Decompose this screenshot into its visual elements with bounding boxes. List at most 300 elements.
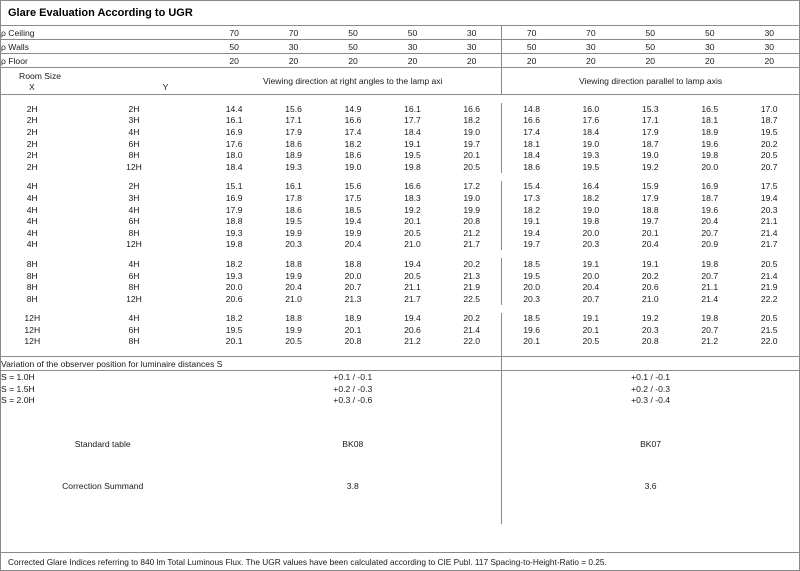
table-row: [1, 181, 799, 193]
cell-perp-1: 18.0: [225, 150, 243, 161]
rho-walls-label: ρ Walls: [1, 40, 204, 54]
cell-perp-5: 17.2: [463, 181, 481, 192]
cell-par-4: 21.4: [701, 293, 719, 304]
cell-perp-5: 19.9: [463, 204, 481, 215]
cell-perp-3: 17.5: [344, 192, 362, 203]
spacer-cell: [1, 173, 799, 181]
cell-perp-3: 20.1: [344, 324, 362, 335]
cell-par-1: 20.0: [502, 281, 561, 293]
cell-perp-2: 19.5: [285, 216, 302, 227]
cell-par-5: 20.5: [760, 150, 778, 161]
cell-par-5: 21.1: [760, 216, 778, 227]
cell-perp-5: 20.8: [463, 216, 481, 227]
spacer-row: [1, 305, 799, 313]
cell-perp-1: 14.4: [225, 103, 243, 114]
direction-header-section: [1, 68, 799, 95]
table-row: [1, 293, 799, 305]
cell-par-3: 17.9: [641, 126, 659, 137]
row-x: 2H: [26, 103, 38, 114]
s-value-perp-1: +0.1 / -0.1: [333, 372, 373, 383]
cell-par-3: 15.9: [641, 181, 659, 192]
cell-perp-3: 21.3: [344, 293, 362, 304]
cell-perp-1: 19.3: [225, 270, 243, 281]
cell-par-3: 20.4: [641, 239, 659, 250]
cell-perp-5: 19.0: [463, 126, 481, 137]
spacer-row: [1, 454, 799, 476]
cell-par-4: 20.7: [701, 324, 719, 335]
rho-walls-v5: 30: [442, 40, 501, 54]
row-x: 8H: [26, 282, 38, 293]
cell-perp-1: 19.3: [225, 227, 243, 238]
table-row: [1, 336, 799, 348]
cell-par-5: 20.3: [760, 204, 778, 215]
spacer-row: [1, 250, 799, 258]
cell-perp-5: 20.2: [463, 313, 481, 324]
cell-perp-4: 21.2: [404, 336, 421, 347]
rho-ceiling-v5: 30: [442, 26, 501, 40]
cell-par-5: 17.5: [760, 181, 778, 192]
cell-par-2: 16.0: [582, 103, 600, 114]
row-y: 4H: [128, 313, 140, 324]
rho-walls-v2: 30: [264, 40, 323, 54]
rho-walls-v4: 30: [383, 40, 442, 54]
cell-par-3: 20.2: [641, 270, 659, 281]
rho-walls-v1: 50: [204, 40, 263, 54]
table-row: [1, 215, 799, 227]
cell-perp-3: 14.9: [344, 103, 362, 114]
cell-perp-2: 20.5: [285, 336, 302, 347]
cell-perp-4: 19.5: [404, 150, 421, 161]
cell-perp-5: 18.2: [463, 115, 481, 126]
row-x: 8H: [26, 258, 38, 269]
table-row: [1, 138, 799, 150]
rho-floor-v8: 20: [621, 54, 680, 68]
direction-parallel-label: Viewing direction parallel to lamp axis: [502, 68, 799, 95]
row-y: 12H: [126, 161, 142, 172]
cell-perp-5: 20.5: [463, 161, 481, 172]
rho-ceiling-v6: 70: [502, 26, 561, 40]
s-value-par-3: +0.3 / -0.4: [502, 394, 799, 406]
cell-perp-4: 20.6: [404, 324, 421, 335]
row-y: 3H: [128, 115, 140, 126]
correction-summand-label: Correction Summand: [62, 481, 144, 492]
cell-par-2: 20.7: [582, 293, 600, 304]
row-y: 12H: [126, 293, 142, 304]
cell-par-5: 22.0: [760, 336, 778, 347]
cell-perp-1: 17.6: [225, 138, 243, 149]
table-row: [1, 227, 799, 239]
cell-par-2: 19.1: [582, 258, 600, 269]
table-row: [1, 281, 799, 293]
correction-summand-perp: 3.8: [346, 481, 359, 492]
row-x: 4H: [26, 192, 38, 203]
table-row: [1, 313, 799, 325]
row-y: 8H: [128, 282, 140, 293]
cell-par-2: 20.0: [582, 270, 600, 281]
rho-floor-v2: 20: [264, 54, 323, 68]
cell-par-2: 19.1: [582, 313, 600, 324]
cell-perp-3: 16.6: [344, 115, 362, 126]
cell-perp-2: 21.0: [285, 293, 302, 304]
cell-perp-2: 20.4: [285, 282, 302, 293]
row-x: 2H: [26, 115, 38, 126]
cell-perp-2: 19.9: [285, 324, 302, 335]
row-y: 4H: [128, 126, 140, 137]
cell-par-5: 21.4: [760, 227, 778, 238]
row-x: 12H: [24, 313, 41, 324]
cell-par-1: 16.6: [502, 115, 561, 127]
spacer-row: [1, 406, 799, 434]
cell-perp-5: 16.6: [463, 103, 481, 114]
rho-walls-v8: 50: [621, 40, 680, 54]
cell-par-2: 20.3: [582, 239, 600, 250]
correction-summand-par: 3.6: [502, 476, 799, 496]
cell-perp-4: 18.3: [404, 192, 421, 203]
cell-perp-3: 19.0: [344, 161, 362, 172]
spacer-cell-left: [1, 347, 502, 357]
variation-title-spacer: [502, 357, 799, 371]
s-label-1: S = 1.0H: [1, 372, 35, 383]
cell-perp-5: 20.1: [463, 150, 481, 161]
cell-par-5: 17.0: [760, 103, 778, 114]
cell-par-3: 19.2: [641, 161, 659, 172]
cell-par-1: 18.6: [502, 161, 561, 173]
cell-perp-2: 19.9: [285, 270, 302, 281]
cell-par-4: 16.9: [701, 181, 719, 192]
cell-par-4: 19.8: [701, 313, 719, 324]
cell-perp-5: 21.7: [463, 239, 481, 250]
table-row: [1, 40, 799, 54]
row-y: 12H: [126, 239, 142, 250]
s-value-perp-3: +0.3 / -0.6: [333, 395, 373, 406]
rho-walls-v6: 50: [502, 40, 561, 54]
cell-perp-4: 20.5: [404, 227, 421, 238]
cell-par-5: 20.7: [760, 161, 778, 172]
cell-perp-3: 18.5: [344, 204, 362, 215]
row-x: 4H: [26, 216, 38, 227]
row-y: 6H: [128, 270, 140, 281]
row-x: 4H: [26, 204, 38, 215]
cell-par-4: 21.1: [701, 282, 719, 293]
row-y: 8H: [128, 336, 140, 347]
standard-table-perp: BK08: [342, 439, 364, 450]
cell-perp-4: 19.4: [404, 313, 421, 324]
cell-par-1: 18.4: [502, 149, 561, 161]
table-row: [1, 204, 799, 216]
cell-par-4: 19.6: [701, 204, 719, 215]
cell-par-2: 17.6: [582, 115, 600, 126]
page-title: Glare Evaluation According to UGR: [8, 7, 193, 19]
cell-par-3: 20.6: [641, 282, 659, 293]
rho-ceiling-v9: 50: [680, 26, 739, 40]
rho-floor-v6: 20: [502, 54, 561, 68]
rho-floor-v4: 20: [383, 54, 442, 68]
cell-perp-1: 15.1: [225, 181, 243, 192]
rho-floor-v9: 20: [680, 54, 739, 68]
cell-perp-4: 18.4: [404, 126, 421, 137]
row-y: 4H: [128, 204, 140, 215]
spacer-cell-right: [502, 496, 799, 524]
cell-perp-5: 20.2: [463, 258, 481, 269]
cell-perp-3: 15.6: [344, 181, 362, 192]
cell-perp-3: 20.0: [344, 270, 362, 281]
cell-perp-3: 18.8: [344, 258, 362, 269]
cell-par-3: 18.7: [641, 138, 659, 149]
s-value-par-2: +0.2 / -0.3: [502, 383, 799, 395]
cell-par-3: 20.3: [641, 324, 659, 335]
cell-perp-5: 21.2: [463, 227, 481, 238]
cell-par-5: 19.4: [760, 192, 778, 203]
cell-par-4: 19.8: [701, 258, 719, 269]
cell-perp-2: 17.9: [285, 126, 302, 137]
table-row: [1, 115, 799, 127]
cell-par-5: 20.5: [760, 258, 778, 269]
reflectance-section: [1, 26, 799, 68]
cell-par-1: 19.5: [502, 270, 561, 282]
s-label-2: S = 1.5H: [1, 383, 35, 394]
row-y: 2H: [128, 103, 140, 114]
cell-par-4: 20.7: [701, 270, 719, 281]
cell-perp-2: 18.6: [285, 138, 302, 149]
row-y: 6H: [128, 138, 140, 149]
table-row: [1, 149, 799, 161]
cell-perp-3: 20.4: [344, 239, 362, 250]
cell-par-2: 19.5: [582, 161, 600, 172]
spacer-cell: [1, 305, 799, 313]
cell-perp-4: 21.0: [404, 239, 421, 250]
cell-par-3: 17.1: [641, 115, 659, 126]
cell-perp-4: 17.7: [404, 115, 421, 126]
cell-par-4: 20.4: [701, 216, 719, 227]
row-y: 8H: [128, 150, 140, 161]
cell-perp-5: 19.7: [463, 138, 481, 149]
cell-par-3: 19.2: [641, 313, 659, 324]
cell-perp-3: 18.6: [344, 150, 362, 161]
table-row: [1, 383, 799, 395]
cell-perp-4: 21.7: [404, 293, 421, 304]
cell-par-4: 20.9: [701, 239, 719, 250]
cell-perp-2: 20.3: [285, 239, 302, 250]
variation-title: Variation of the observer position for luminaire distances S: [1, 357, 502, 371]
cell-par-2: 20.4: [582, 282, 600, 293]
table-row: [1, 126, 799, 138]
cell-perp-2: 16.1: [285, 181, 302, 192]
cell-perp-1: 18.8: [225, 216, 243, 227]
cell-par-5: 19.5: [760, 126, 778, 137]
spacer-cell-right: [502, 406, 799, 434]
table-row: [1, 239, 799, 251]
s-label-3: S = 2.0H: [1, 395, 35, 406]
cell-par-3: 19.1: [641, 258, 659, 269]
cell-par-4: 18.1: [701, 115, 719, 126]
cell-par-3: 17.9: [641, 192, 659, 203]
spacer-cell-right: [502, 454, 799, 476]
rho-ceiling-v10: 30: [739, 26, 799, 40]
row-x: 12H: [24, 336, 41, 347]
cell-perp-2: 17.1: [285, 115, 302, 126]
cell-perp-4: 19.1: [404, 138, 421, 149]
cell-par-3: 20.1: [641, 227, 659, 238]
row-y: 3H: [128, 192, 140, 203]
cell-perp-5: 21.9: [463, 282, 481, 293]
cell-par-1: 17.3: [502, 192, 561, 204]
spacer-cell-left: [1, 496, 502, 524]
rho-ceiling-label: ρ Ceiling: [1, 26, 204, 40]
cell-par-2: 19.3: [582, 150, 600, 161]
cell-par-1: 18.2: [502, 204, 561, 216]
direction-perpendicular-label: Viewing direction at right angles to the lamp axi: [204, 68, 501, 95]
row-x: 4H: [26, 239, 38, 250]
cell-perp-4: 21.1: [404, 282, 421, 293]
cell-perp-4: 16.6: [404, 181, 421, 192]
cell-perp-1: 20.6: [225, 293, 243, 304]
rho-ceiling-v4: 50: [383, 26, 442, 40]
table-row: [1, 54, 799, 68]
cell-perp-2: 15.6: [285, 103, 302, 114]
bottom-spacer: [1, 524, 799, 552]
row-x: 4H: [26, 181, 38, 192]
cell-perp-3: 20.7: [344, 282, 362, 293]
correction-summand-row: [1, 476, 799, 496]
cell-par-1: 20.3: [502, 293, 561, 305]
cell-perp-2: 18.8: [285, 258, 302, 269]
cell-par-1: 19.7: [502, 239, 561, 251]
rho-walls-v7: 30: [561, 40, 620, 54]
row-y: 2H: [128, 181, 140, 192]
cell-perp-4: 19.8: [404, 161, 421, 172]
cell-par-5: 21.5: [760, 324, 778, 335]
variation-section: [1, 357, 799, 524]
cell-perp-4: 19.2: [404, 204, 421, 215]
s-value-perp-2: +0.2 / -0.3: [333, 383, 373, 394]
table-row: [1, 371, 799, 383]
rho-walls-v3: 50: [323, 40, 382, 54]
row-x: 2H: [26, 150, 38, 161]
room-size-title: Room Size: [19, 70, 62, 81]
cell-par-1: 14.8: [502, 103, 561, 115]
cell-perp-3: 18.9: [344, 313, 362, 324]
cell-perp-2: 19.3: [285, 161, 302, 172]
cell-perp-2: 19.9: [285, 227, 302, 238]
row-x: 2H: [26, 161, 38, 172]
standard-table-label: Standard table: [74, 439, 131, 450]
cell-perp-5: 22.5: [463, 293, 481, 304]
cell-par-2: 20.1: [582, 324, 600, 335]
main-table: [1, 26, 799, 524]
cell-par-2: 18.4: [582, 126, 600, 137]
table-row: [1, 68, 799, 95]
rho-ceiling-v1: 70: [204, 26, 263, 40]
rho-ceiling-v7: 70: [561, 26, 620, 40]
document-footer: [1, 552, 799, 570]
cell-par-5: 21.4: [760, 270, 778, 281]
cell-par-3: 19.0: [641, 150, 659, 161]
rho-walls-v10: 30: [739, 40, 799, 54]
variation-title-row: [1, 357, 799, 371]
cell-par-1: 18.5: [502, 258, 561, 270]
cell-perp-4: 20.1: [404, 216, 421, 227]
cell-par-1: 19.6: [502, 324, 561, 336]
cell-perp-4: 19.4: [404, 258, 421, 269]
spacer-cell-left: [1, 406, 502, 434]
cell-par-4: 21.2: [701, 336, 719, 347]
row-x: 8H: [26, 293, 38, 304]
cell-par-2: 20.5: [582, 336, 600, 347]
spacer-cell: [1, 95, 799, 104]
cell-par-1: 18.1: [502, 138, 561, 150]
cell-perp-2: 18.9: [285, 150, 302, 161]
cell-par-4: 16.5: [701, 103, 719, 114]
table-row: [1, 270, 799, 282]
cell-perp-1: 17.9: [225, 204, 243, 215]
cell-perp-1: 19.5: [225, 324, 243, 335]
row-x: 12H: [24, 324, 41, 335]
cell-par-1: 17.4: [502, 126, 561, 138]
spacer-cell: [1, 250, 799, 258]
cell-perp-5: 19.0: [463, 192, 481, 203]
spacer-row: [1, 173, 799, 181]
row-y: 6H: [128, 324, 140, 335]
spacer-cell-right: [502, 347, 799, 357]
cell-perp-1: 16.9: [225, 126, 243, 137]
cell-par-1: 20.1: [502, 336, 561, 348]
cell-par-2: 18.2: [582, 192, 600, 203]
rho-ceiling-v3: 50: [323, 26, 382, 40]
rho-ceiling-v8: 50: [621, 26, 680, 40]
cell-perp-3: 18.2: [344, 138, 362, 149]
table-row: [1, 192, 799, 204]
rho-floor-v1: 20: [204, 54, 263, 68]
rho-floor-v3: 20: [323, 54, 382, 68]
cell-par-3: 20.8: [641, 336, 659, 347]
cell-perp-2: 18.6: [285, 204, 302, 215]
cell-par-5: 20.5: [760, 313, 778, 324]
rho-floor-v5: 20: [442, 54, 501, 68]
cell-par-1: 18.5: [502, 313, 561, 325]
s-value-par-1: +0.1 / -0.1: [502, 371, 799, 383]
cell-perp-3: 19.9: [344, 227, 362, 238]
row-x: 8H: [26, 270, 38, 281]
row-y: 6H: [128, 216, 140, 227]
standard-table-par: BK07: [502, 434, 799, 454]
cell-par-2: 19.8: [582, 216, 600, 227]
cell-perp-1: 18.2: [225, 313, 243, 324]
table-row: [1, 324, 799, 336]
table-row: [1, 161, 799, 173]
cell-par-5: 22.2: [760, 293, 778, 304]
table-row: [1, 103, 799, 115]
row-x: 2H: [26, 126, 38, 137]
cell-perp-1: 19.8: [225, 239, 243, 250]
room-size-y-label: Y: [162, 81, 169, 92]
cell-perp-1: 16.1: [225, 115, 243, 126]
rho-walls-v9: 30: [680, 40, 739, 54]
document-title-bar: [1, 1, 799, 26]
data-section: [1, 95, 799, 357]
cell-perp-3: 19.4: [344, 216, 362, 227]
cell-perp-4: 20.5: [404, 270, 421, 281]
spacer-row: [1, 95, 799, 104]
cell-par-1: 15.4: [502, 181, 561, 193]
cell-par-5: 18.7: [760, 115, 778, 126]
room-size-header-cell: [1, 68, 204, 95]
spacer-row: [1, 496, 799, 524]
footer-note: Corrected Glare Indices referring to 840 lm Total Luminous Flux. The UGR values have been calculated according to CIE Publ. 117 Spacing-to-Height-Ratio = 0.25.: [8, 556, 607, 567]
cell-par-3: 18.8: [641, 204, 659, 215]
cell-par-2: 20.0: [582, 227, 600, 238]
row-y: 8H: [128, 227, 140, 238]
cell-perp-1: 20.0: [225, 282, 243, 293]
